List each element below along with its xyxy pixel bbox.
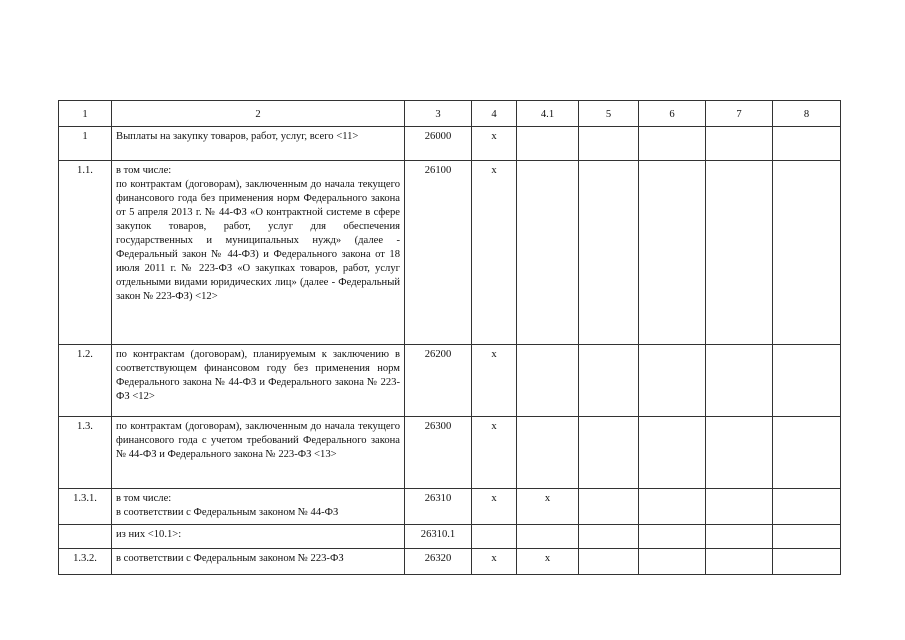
description-line: Выплаты на закупку товаров, работ, услуг, всего <11> [116, 131, 359, 142]
cell-col-7 [706, 345, 773, 417]
cell-col-4-1: х [517, 549, 579, 575]
row-code: 26100 [405, 161, 472, 345]
cell-col-7 [706, 549, 773, 575]
cell-col-5 [579, 345, 639, 417]
cell-col-6 [639, 489, 706, 525]
cell-col-8 [773, 417, 841, 489]
cell-col-5 [579, 489, 639, 525]
cell-col-8 [773, 127, 841, 161]
cell-col-6 [639, 525, 706, 549]
description-line: в том числе: [116, 493, 172, 504]
row-description [112, 345, 405, 417]
header-cell-6: 6 [639, 101, 706, 127]
row-code: 26310 [405, 489, 472, 525]
header-row [59, 101, 841, 127]
row-description [112, 525, 405, 549]
cell-col-4-1: х [517, 489, 579, 525]
row-number: 1.3. [59, 417, 112, 489]
header-cell-5: 5 [579, 101, 639, 127]
cell-col-4: х [472, 345, 517, 417]
cell-col-6 [639, 127, 706, 161]
cell-col-5 [579, 549, 639, 575]
payments-table [58, 100, 841, 575]
row-code: 26200 [405, 345, 472, 417]
table-row [59, 525, 841, 549]
description-line: в том числе: [116, 165, 172, 176]
header-cell-1: 1 [59, 101, 112, 127]
cell-col-6 [639, 417, 706, 489]
description-line: по контрактам (договорам), заключенным до начала текущего финансового года с учетом требований Федерального закона № 44-ФЗ и Федерального закона № 223-ФЗ <13> [116, 421, 400, 460]
row-number: 1.3.2. [59, 549, 112, 575]
row-number: 1.2. [59, 345, 112, 417]
cell-col-5 [579, 161, 639, 345]
row-code: 26310.1 [405, 525, 472, 549]
cell-col-6 [639, 345, 706, 417]
header-cell-4: 4 [472, 101, 517, 127]
cell-col-8 [773, 549, 841, 575]
cell-col-4: х [472, 127, 517, 161]
cell-col-5 [579, 525, 639, 549]
cell-col-4: х [472, 489, 517, 525]
cell-col-7 [706, 489, 773, 525]
row-code: 26000 [405, 127, 472, 161]
cell-col-4-1 [517, 525, 579, 549]
cell-col-8 [773, 525, 841, 549]
description-line: по контрактам (договорам), заключенным до начала текущего финансового года без применения норм Федерального закона от 5 апреля 2013 г. № 44-ФЗ «О контрактной системе в сфере закупок товаров, работ, услуг для обеспечения государственных и муниципальных нужд» (далее - Федеральный закон № 44-ФЗ) и Федерального закона от 18 июля 2011 г. № 223-ФЗ «О закупках товаров, работ, услуг отдельными видами юридических лиц» (далее - Федеральный закон № 223-ФЗ) <12> [116, 179, 400, 302]
cell-col-8 [773, 161, 841, 345]
header-cell-8: 8 [773, 101, 841, 127]
row-number: 1.1. [59, 161, 112, 345]
row-description [112, 161, 405, 345]
row-number: 1.3.1. [59, 489, 112, 525]
table-row [59, 161, 841, 345]
cell-col-5 [579, 417, 639, 489]
cell-col-7 [706, 525, 773, 549]
row-description [112, 489, 405, 525]
table-row [59, 345, 841, 417]
row-description [112, 127, 405, 161]
cell-col-7 [706, 417, 773, 489]
cell-col-8 [773, 345, 841, 417]
row-code: 26300 [405, 417, 472, 489]
description-line: в соответствии с Федеральным законом № 44-ФЗ [116, 507, 339, 518]
table-row [59, 417, 841, 489]
cell-col-4: х [472, 417, 517, 489]
cell-col-4-1 [517, 417, 579, 489]
row-description [112, 549, 405, 575]
header-cell-3: 3 [405, 101, 472, 127]
table-row [59, 549, 841, 575]
cell-col-7 [706, 127, 773, 161]
cell-col-6 [639, 549, 706, 575]
row-number [59, 525, 112, 549]
row-description [112, 417, 405, 489]
cell-col-4 [472, 525, 517, 549]
cell-col-4-1 [517, 345, 579, 417]
description-line: из них <10.1>: [116, 529, 182, 540]
table-row [59, 127, 841, 161]
cell-col-4: х [472, 549, 517, 575]
description-line: по контрактам (договорам), планируемым к заключению в соответствующем финансовом году без применения норм Федерального закона № 44-ФЗ и Федерального закона № 223-ФЗ <12> [116, 349, 400, 402]
header-cell-7: 7 [706, 101, 773, 127]
cell-col-4-1 [517, 127, 579, 161]
cell-col-6 [639, 161, 706, 345]
header-cell-4-1: 4.1 [517, 101, 579, 127]
row-code: 26320 [405, 549, 472, 575]
cell-col-4: х [472, 161, 517, 345]
description-line: в соответствии с Федеральным законом № 223-ФЗ [116, 553, 344, 564]
cell-col-8 [773, 489, 841, 525]
table-row [59, 489, 841, 525]
cell-col-4-1 [517, 161, 579, 345]
header-cell-2: 2 [112, 101, 405, 127]
cell-col-7 [706, 161, 773, 345]
row-number: 1 [59, 127, 112, 161]
cell-col-5 [579, 127, 639, 161]
